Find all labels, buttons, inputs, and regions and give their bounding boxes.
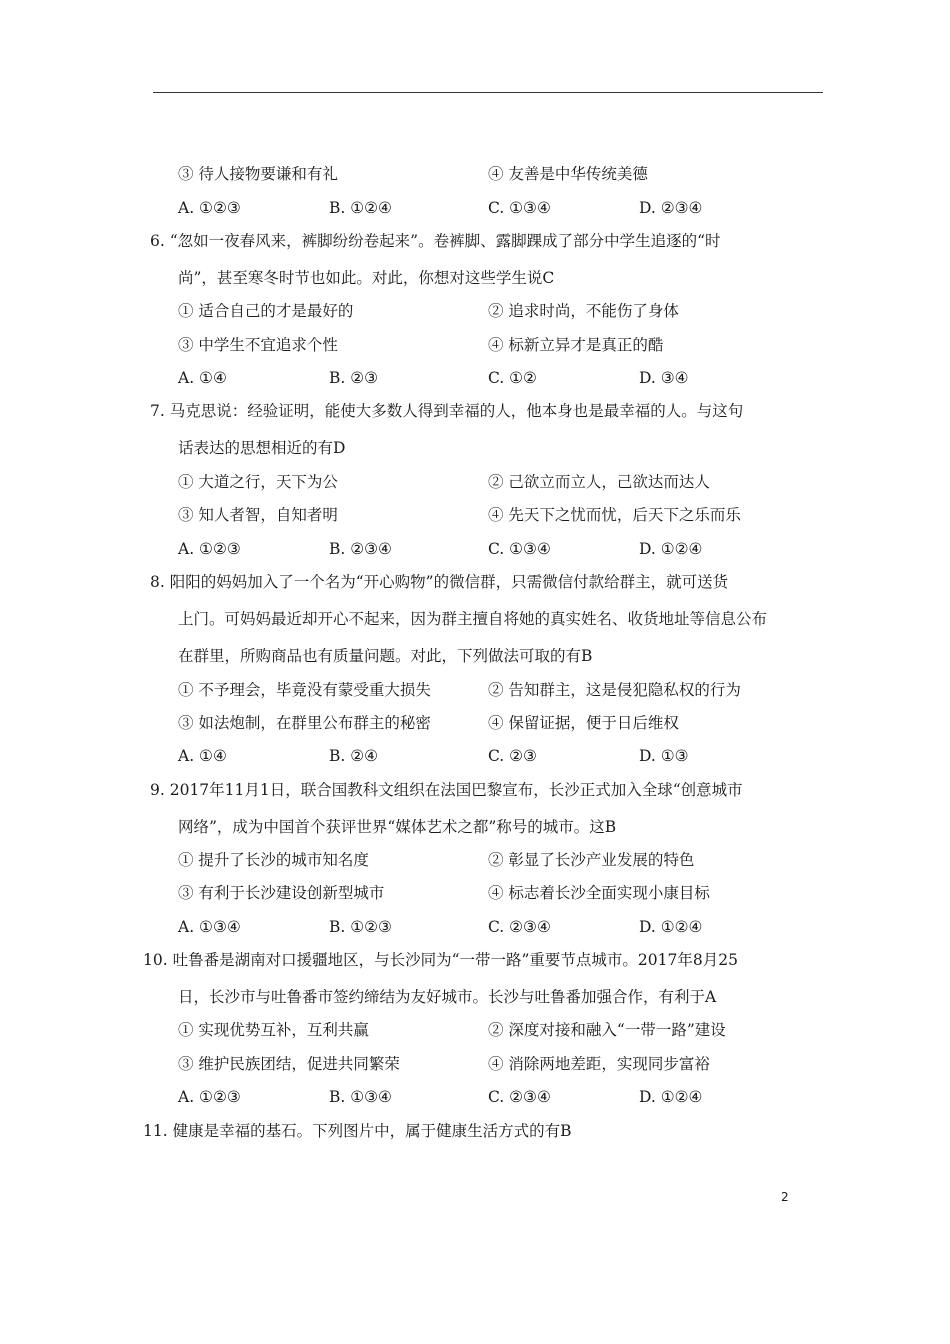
q5-option-4: ④ 友善是中华传统美德 bbox=[488, 165, 648, 183]
q6-option-2: ② 追求时尚，不能伤了身体 bbox=[488, 302, 679, 320]
q5-option-3: ③ 待人接物要谦和有礼 bbox=[178, 165, 338, 183]
q11-stem-line-1: 11. 健康是幸福的基石。下列图片中，属于健康生活方式的有B bbox=[143, 1122, 572, 1140]
q9-option-4: ④ 标志着长沙全面实现小康目标 bbox=[488, 884, 710, 902]
q5-answer-d: D. ②③④ bbox=[639, 199, 703, 217]
q6-stem-line-2: 尚”，甚至寒冬时节也如此。对此，你想对这些学生说C bbox=[178, 269, 555, 287]
q6-answer-c: C. ①② bbox=[488, 369, 537, 387]
q5-answer-b: B. ①②④ bbox=[329, 199, 392, 217]
q10-answer-c: C. ②③④ bbox=[488, 1088, 551, 1106]
q8-stem-line-2: 上门。可妈妈最近却开心不起来，因为群主擅自将她的真实姓名、收货地址等信息公布 bbox=[178, 610, 768, 628]
page-number: 2 bbox=[781, 1190, 789, 1204]
q10-answer-a: A. ①②③ bbox=[178, 1088, 241, 1106]
q7-option-2: ② 己欲立而立人，己欲达而达人 bbox=[488, 473, 710, 491]
q9-answer-c: C. ②③④ bbox=[488, 918, 551, 936]
q10-option-1: ① 实现优势互补，互利共赢 bbox=[178, 1021, 369, 1039]
q8-option-2: ② 告知群主，这是侵犯隐私权的行为 bbox=[488, 681, 741, 699]
q7-stem-line-2: 话表达的思想相近的有D bbox=[178, 439, 346, 457]
q6-option-1: ① 适合自己的才是最好的 bbox=[178, 302, 354, 320]
q7-answer-c: C. ①③④ bbox=[488, 540, 551, 558]
q7-answer-b: B. ②③④ bbox=[329, 540, 392, 558]
q6-option-4: ④ 标新立异才是真正的酷 bbox=[488, 336, 664, 354]
q8-stem-line-1: 8. 阳阳的妈妈加入了一个名为“开心购物”的微信群，只需微信付款给群主，就可送货 bbox=[150, 573, 729, 591]
q7-option-4: ④ 先天下之忧而忧，后天下之乐而乐 bbox=[488, 506, 741, 524]
q6-option-3: ③ 中学生不宜追求个性 bbox=[178, 336, 338, 354]
q9-stem-line-1: 9. 2017年11月1日，联合国教科文组织在法国巴黎宣布，长沙正式加入全球“创意城市 bbox=[150, 781, 743, 799]
q9-option-3: ③ 有利于长沙建设创新型城市 bbox=[178, 884, 385, 902]
q10-option-2: ② 深度对接和融入“一带一路”建设 bbox=[488, 1021, 726, 1039]
q7-answer-a: A. ①②③ bbox=[178, 540, 241, 558]
q6-stem-line-1: 6. “忽如一夜春风来，裤脚纷纷卷起来”。卷裤脚、露脚踝成了部分中学生追逐的“时 bbox=[150, 232, 721, 250]
q5-answer-c: C. ①③④ bbox=[488, 199, 551, 217]
q9-answer-b: B. ①②③ bbox=[329, 918, 392, 936]
q6-answer-d: D. ③④ bbox=[639, 369, 689, 387]
q8-answer-a: A. ①④ bbox=[178, 747, 227, 765]
q9-stem-line-2: 网络”，成为中国首个获评世界“媒体艺术之都”称号的城市。这B bbox=[178, 818, 617, 836]
q8-option-4: ④ 保留证据，便于日后维权 bbox=[488, 714, 679, 732]
q8-stem-line-3: 在群里，所购商品也有质量问题。对此，下列做法可取的有B bbox=[178, 647, 593, 665]
q8-answer-b: B. ②④ bbox=[329, 747, 379, 765]
q10-answer-b: B. ①③④ bbox=[329, 1088, 392, 1106]
q5-answer-a: A. ①②③ bbox=[178, 199, 241, 217]
q9-answer-d: D. ①②④ bbox=[639, 918, 703, 936]
q10-option-4: ④ 消除两地差距，实现同步富裕 bbox=[488, 1055, 710, 1073]
q6-answer-b: B. ②③ bbox=[329, 369, 379, 387]
header-rule bbox=[153, 92, 823, 93]
q7-answer-d: D. ①②④ bbox=[639, 540, 703, 558]
q7-option-3: ③ 知人者智，自知者明 bbox=[178, 506, 338, 524]
q9-answer-a: A. ①③④ bbox=[178, 918, 241, 936]
q8-answer-d: D. ①③ bbox=[639, 747, 689, 765]
q6-answer-a: A. ①④ bbox=[178, 369, 227, 387]
q7-stem-line-1: 7. 马克思说：经验证明，能使大多数人得到幸福的人，他本身也是最幸福的人。与这句 bbox=[150, 402, 744, 420]
q10-option-3: ③ 维护民族团结，促进共同繁荣 bbox=[178, 1055, 400, 1073]
q10-answer-d: D. ①②④ bbox=[639, 1088, 703, 1106]
q8-option-1: ① 不予理会，毕竟没有蒙受重大损失 bbox=[178, 681, 431, 699]
q9-option-2: ② 彰显了长沙产业发展的特色 bbox=[488, 851, 695, 869]
q9-option-1: ① 提升了长沙的城市知名度 bbox=[178, 851, 369, 869]
q10-stem-line-1: 10. 吐鲁番是湖南对口援疆地区，与长沙同为“一带一路”重要节点城市。2017年8月25 bbox=[143, 951, 738, 969]
q8-answer-c: C. ②③ bbox=[488, 747, 537, 765]
q10-stem-line-2: 日，长沙市与吐鲁番市签约缔结为友好城市。长沙与吐鲁番加强合作，有利于A bbox=[178, 988, 717, 1006]
q7-option-1: ① 大道之行，天下为公 bbox=[178, 473, 338, 491]
q8-option-3: ③ 如法炮制，在群里公布群主的秘密 bbox=[178, 714, 431, 732]
